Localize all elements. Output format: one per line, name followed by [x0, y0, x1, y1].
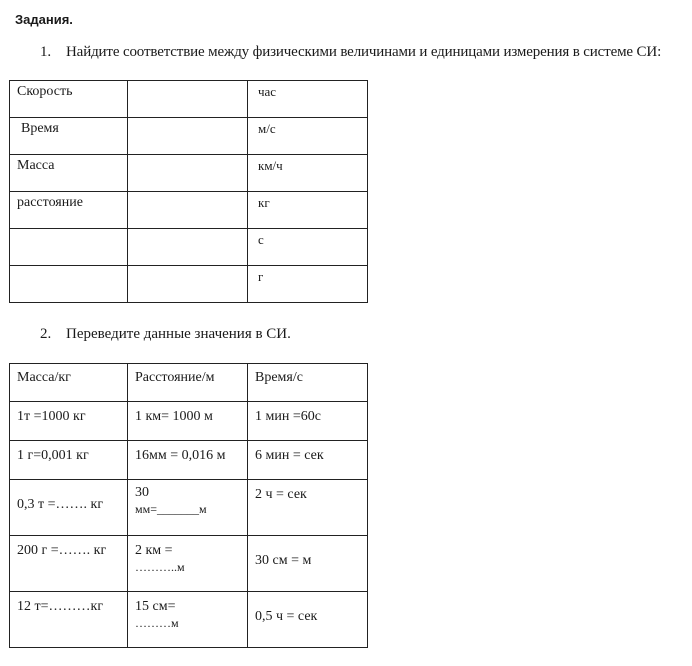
mass-cell[interactable]: 0,3 т =……. кг [10, 480, 128, 536]
distance-cell[interactable]: 2 км = ………..м [128, 536, 248, 592]
task-1-number: 1. [40, 44, 51, 60]
table-row [10, 480, 368, 536]
time-cell[interactable]: 30 см = м [248, 536, 368, 592]
unit-cell: кг [248, 192, 368, 229]
table-row [10, 229, 368, 266]
answer-cell[interactable] [128, 81, 248, 118]
unit-cell: км/ч [248, 155, 368, 192]
table-row [10, 81, 368, 118]
table-row [10, 536, 368, 592]
column-header-distance: Расстояние/м [128, 364, 248, 402]
mass-cell[interactable]: 12 т=………кг [10, 592, 128, 648]
time-cell: 1 мин =60с [248, 402, 368, 441]
distance-cell[interactable]: 30 мм=_______м [128, 480, 248, 536]
task-2-number: 2. [40, 326, 52, 342]
answer-cell[interactable] [128, 192, 248, 229]
table-row [10, 155, 368, 192]
mass-cell: 1т =1000 кг [10, 402, 128, 441]
table-row [10, 192, 368, 229]
quantity-cell [10, 266, 128, 303]
mass-cell[interactable]: 200 г =……. кг [10, 536, 128, 592]
task-1-text: Найдите соответствие между физическими величинами и единицами измерения в системе СИ: [66, 44, 662, 60]
task-2-instruction [40, 326, 291, 343]
quantity-cell: Время [10, 118, 128, 155]
quantity-cell: Масса [10, 155, 128, 192]
distance-cell: 1 км= 1000 м [128, 402, 248, 441]
time-cell: 6 мин = сек [248, 441, 368, 480]
unit-cell: с [248, 229, 368, 266]
task-1-instruction [40, 44, 661, 61]
unit-cell: г [248, 266, 368, 303]
time-cell[interactable]: 2 ч = сек [248, 480, 368, 536]
answer-cell[interactable] [128, 118, 248, 155]
units-matching-table [9, 80, 368, 303]
quantity-cell: расстояние [10, 192, 128, 229]
table-row [10, 592, 368, 648]
task-2-text: Переведите данные значения в СИ. [66, 326, 291, 342]
distance-cell: 16мм = 0,016 м [128, 441, 248, 480]
answer-cell[interactable] [128, 155, 248, 192]
quantity-cell: Скорость [10, 81, 128, 118]
heading: Задания. [15, 12, 73, 27]
distance-cell[interactable]: 15 см= ………м [128, 592, 248, 648]
answer-cell[interactable] [128, 266, 248, 303]
quantity-cell [10, 229, 128, 266]
answer-cell[interactable] [128, 229, 248, 266]
si-conversion-table [9, 363, 368, 648]
table-row [10, 266, 368, 303]
table-row [10, 441, 368, 480]
column-header-mass: Масса/кг [10, 364, 128, 402]
table-row [10, 118, 368, 155]
unit-cell: м/с [248, 118, 368, 155]
time-cell[interactable]: 0,5 ч = сек [248, 592, 368, 648]
table-header-row [10, 364, 368, 402]
column-header-time: Время/с [248, 364, 368, 402]
unit-cell: час [248, 81, 368, 118]
mass-cell: 1 г=0,001 кг [10, 441, 128, 480]
table-row [10, 402, 368, 441]
